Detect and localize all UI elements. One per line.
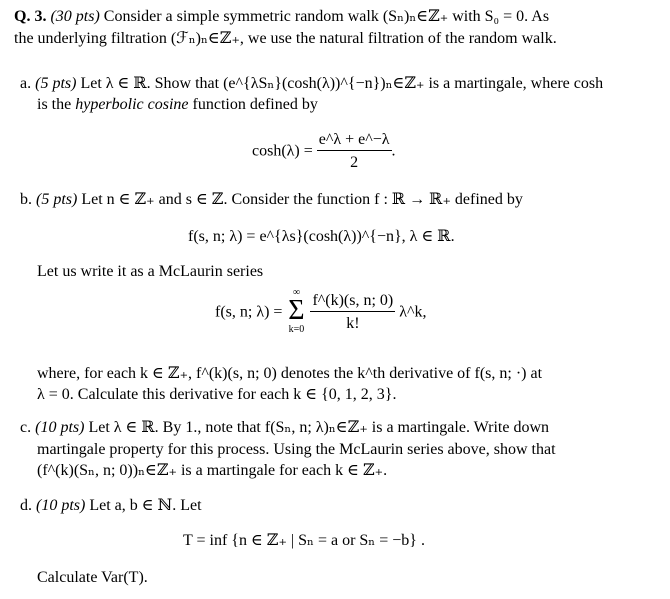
part-d-points: (10 pts)	[36, 497, 86, 514]
cosh-eq-numerator: e^λ + e^−λ	[318, 131, 390, 148]
cosh-fraction	[317, 130, 392, 172]
part-a-text-2-post: function defined by	[192, 96, 318, 113]
question-number: Q. 3.	[14, 8, 47, 25]
part-c-line-3: (f^(k)(Sₙ, n; 0))ₙ∈ℤ₊ is a martingale for each k ∈ ℤ₊.	[37, 462, 388, 479]
mclaurin-equation	[215, 288, 427, 336]
mclaurin-denominator: k!	[310, 311, 395, 333]
f-definition-equation: f(s, n; λ) = e^{λs}(cosh(λ))^{−n}, λ ∈ ℝ.	[188, 228, 455, 245]
part-b-points: (5 pts)	[36, 191, 78, 208]
stopping-time-equation: T = inf {n ∈ ℤ₊ | Sₙ = a or Sₙ = −b} .	[183, 532, 425, 549]
part-c-line-1	[20, 418, 549, 437]
part-a-line-1	[20, 74, 603, 93]
part-c-line-2: martingale property for this process. Using the McLaurin series above, show that	[37, 441, 556, 458]
question-line-1: Consider a simple symmetric random walk (Sₙ)ₙ∈ℤ₊ with S₀ = 0. As	[103, 8, 550, 25]
sum-lower-limit: k=0	[288, 324, 305, 335]
part-b-line-2: Let us write it as a McLaurin series	[37, 263, 264, 280]
mclaurin-lhs: f(s, n; λ) =	[215, 303, 283, 321]
sum-upper-limit: ∞	[292, 287, 300, 298]
part-c-text-1: Let λ ∈ ℝ. By 1., note that f(Sₙ, n; λ)ₙ∈ℤ₊ is a martingale. Write down	[88, 419, 549, 436]
mclaurin-tail: λ^k,	[399, 303, 427, 321]
part-d-line-2: Calculate Var(T).	[37, 569, 148, 586]
sum-symbol: ∞ Σ k=0	[288, 287, 305, 335]
cosh-eq-denominator: 2	[317, 150, 392, 172]
part-a-text-2-pre: is the	[37, 96, 72, 113]
part-a-label: a.	[20, 75, 32, 92]
part-b-line-1	[20, 190, 523, 209]
part-a-text-2-em: hyperbolic cosine	[75, 96, 189, 113]
part-d-label: d.	[20, 497, 32, 514]
question-points: (30 pts)	[50, 8, 100, 25]
part-b-line-4: λ = 0. Calculate this derivative for each k ∈ {0, 1, 2, 3}.	[37, 386, 397, 403]
part-a-line-2	[37, 95, 318, 114]
part-b-text-1: Let n ∈ ℤ₊ and s ∈ ℤ. Consider the function f : ℝ → ℝ₊ defined by	[81, 191, 523, 208]
question-line-2: the underlying filtration (ℱₙ)ₙ∈ℤ₊, we use the natural filtration of the random walk.	[14, 30, 557, 47]
question-header	[14, 7, 549, 26]
part-b-label: b.	[20, 191, 32, 208]
cosh-equation: cosh(λ) = $\frac{e\^{}\lambda + e\^{}-\lambda}{2}$ .	[252, 131, 396, 172]
part-c-points: (10 pts)	[35, 419, 85, 436]
part-a-text-1: Let λ ∈ ℝ. Show that (e^{λSₙ}(cosh(λ))^{−n})ₙ∈ℤ₊ is a martingale, where cosh	[80, 75, 604, 92]
part-d-text-1: Let a, b ∈ ℕ. Let	[89, 497, 202, 514]
mclaurin-fraction	[310, 291, 395, 333]
mclaurin-numerator: f^(k)(s, n; 0)	[312, 291, 394, 309]
part-d-line-1	[20, 496, 202, 515]
cosh-eq-lhs: cosh(λ) =	[252, 142, 313, 160]
part-a-points: (5 pts)	[35, 75, 77, 92]
part-c-label: c.	[20, 419, 32, 436]
part-b-line-3: where, for each k ∈ ℤ₊, f^(k)(s, n; 0) denotes the k^th derivative of f(s, n; ·) at	[37, 365, 543, 382]
